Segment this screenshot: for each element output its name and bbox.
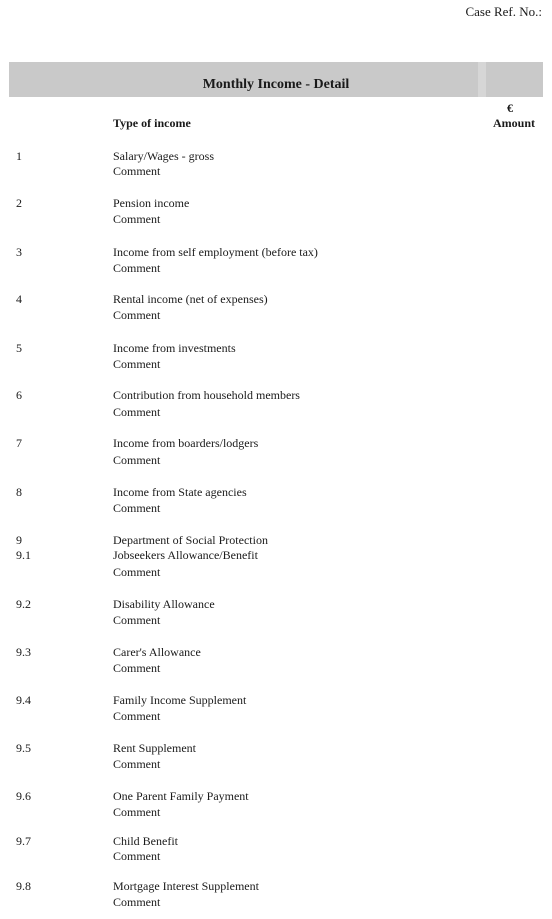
comment-label: Comment bbox=[113, 805, 161, 819]
comment-label: Comment bbox=[113, 164, 161, 178]
comment-label: Comment bbox=[113, 757, 161, 771]
comment-label: Comment bbox=[113, 613, 161, 627]
row-number: 5 bbox=[16, 341, 22, 355]
column-header-currency: € bbox=[507, 101, 513, 115]
comment-label: Comment bbox=[113, 709, 161, 723]
row-number: 9 bbox=[16, 533, 22, 547]
income-type-label: Contribution from household members bbox=[113, 388, 300, 402]
row-number: 3 bbox=[16, 245, 22, 259]
comment-label: Comment bbox=[113, 661, 161, 675]
comment-label: Comment bbox=[113, 308, 161, 322]
page-title: Monthly Income - Detail bbox=[202, 77, 350, 92]
column-header-type: Type of income bbox=[113, 116, 191, 130]
income-type-label: Rent Supplement bbox=[113, 741, 196, 755]
row-number: 1 bbox=[16, 149, 22, 163]
row-number: 9.7 bbox=[16, 834, 31, 848]
comment-label: Comment bbox=[113, 405, 161, 419]
row-number: 9.5 bbox=[16, 741, 31, 755]
row-number: 8 bbox=[16, 485, 22, 499]
section-heading: Department of Social Protection bbox=[113, 533, 268, 547]
comment-label: Comment bbox=[113, 895, 161, 909]
row-number: 9.3 bbox=[16, 645, 31, 659]
income-type-label: Income from State agencies bbox=[113, 485, 247, 499]
income-type-label: Pension income bbox=[113, 196, 190, 210]
row-number: 4 bbox=[16, 292, 22, 306]
column-header-amount: Amount bbox=[492, 116, 535, 130]
income-type-label: Mortgage Interest Supplement bbox=[113, 879, 259, 893]
comment-label: Comment bbox=[113, 565, 161, 579]
row-number: 9.8 bbox=[16, 879, 31, 893]
comment-label: Comment bbox=[113, 261, 161, 275]
income-type-label: Income from investments bbox=[113, 341, 236, 355]
comment-label: Comment bbox=[113, 849, 161, 863]
income-type-label: Rental income (net of expenses) bbox=[113, 292, 268, 306]
row-number: 7 bbox=[16, 436, 22, 450]
row-number: 9.6 bbox=[16, 789, 31, 803]
row-number: 9.1 bbox=[16, 548, 31, 562]
comment-label: Comment bbox=[113, 453, 161, 467]
income-type-label: Salary/Wages - gross bbox=[113, 149, 215, 163]
income-type-label: Disability Allowance bbox=[113, 597, 215, 611]
income-type-label: Income from self employment (before tax) bbox=[113, 245, 318, 259]
income-type-label: Family Income Supplement bbox=[113, 693, 247, 707]
income-type-label: Carer's Allowance bbox=[113, 645, 201, 659]
row-number: 9.4 bbox=[16, 693, 31, 707]
row-number: 6 bbox=[16, 388, 22, 402]
income-type-label: Child Benefit bbox=[113, 834, 178, 848]
row-number: 9.2 bbox=[16, 597, 31, 611]
case-ref-label: Case Ref. No.: bbox=[465, 4, 542, 19]
income-type-label: Jobseekers Allowance/Benefit bbox=[113, 548, 258, 562]
comment-label: Comment bbox=[113, 501, 161, 515]
income-type-label: Income from boarders/lodgers bbox=[113, 436, 259, 450]
comment-label: Comment bbox=[113, 212, 161, 226]
row-number: 2 bbox=[16, 196, 22, 210]
income-type-label: One Parent Family Payment bbox=[113, 789, 249, 803]
comment-label: Comment bbox=[113, 357, 161, 371]
